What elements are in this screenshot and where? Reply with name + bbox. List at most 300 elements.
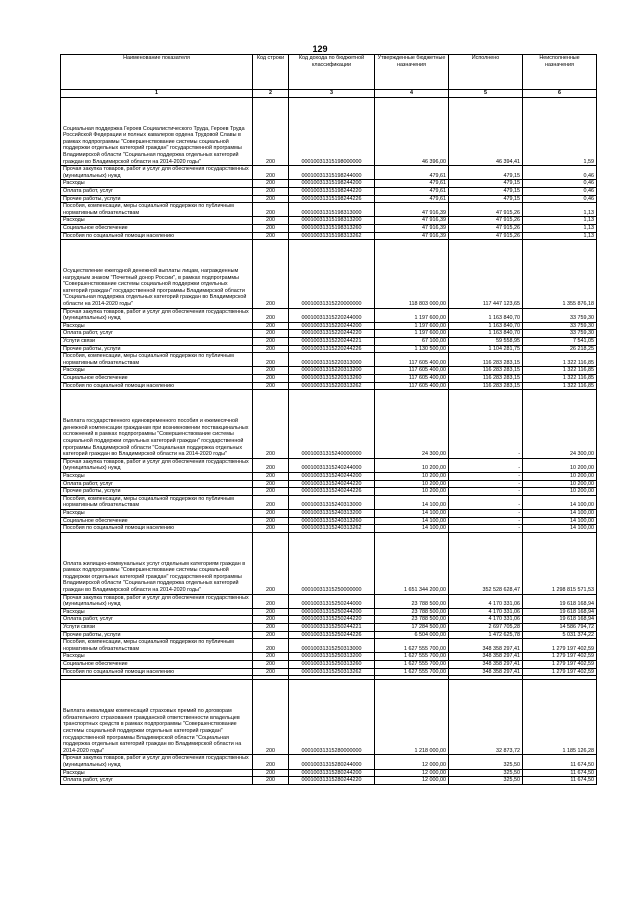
row-executed-amount: 47 915,26 <box>449 232 523 240</box>
column-number: 5 <box>449 90 523 98</box>
row-executed-amount: - <box>449 488 523 496</box>
row-remaining-amount: 10 200,00 <box>523 458 597 472</box>
row-budget-code: 00010031315240000000 <box>289 390 375 459</box>
row-line-code: 200 <box>253 639 289 653</box>
row-remaining-amount: 5 031 374,22 <box>523 631 597 639</box>
row-name: Выплата инвалидам компенсаций страховых премий по договорам обязательного страхования гражданской ответственности владельцев транспортных средств в рамках подпрограммы "Совершенствование системы социальной поддержки отдельных категорий граждан" государственной программы Владимирской области "Социальная поддержка отдельных категорий граждан во Владимирской области на 2014-2020 годы" <box>61 680 253 755</box>
row-line-code: 200 <box>253 338 289 346</box>
table-row <box>61 203 597 217</box>
table-row <box>61 367 597 375</box>
row-executed-amount: 325,50 <box>449 755 523 769</box>
row-approved-amount: 12 000,00 <box>375 777 449 785</box>
row-approved-amount: 1 197 600,00 <box>375 322 449 330</box>
row-remaining-amount: 1,13 <box>523 232 597 240</box>
row-executed-amount: - <box>449 525 523 533</box>
row-budget-code: 00010031315250244226 <box>289 631 375 639</box>
table-row <box>61 195 597 203</box>
row-budget-code: 00010031315250313000 <box>289 639 375 653</box>
row-executed-amount: 479,15 <box>449 187 523 195</box>
row-name: Расходы <box>61 180 253 188</box>
row-budget-code: 00010031315240313262 <box>289 525 375 533</box>
table-row <box>61 217 597 225</box>
row-executed-amount: 47 915,26 <box>449 203 523 217</box>
row-approved-amount: 1 627 555 700,00 <box>375 653 449 661</box>
row-executed-amount: 116 283 283,15 <box>449 353 523 367</box>
row-approved-amount: 67 100,00 <box>375 338 449 346</box>
row-remaining-amount: 0,46 <box>523 195 597 203</box>
row-remaining-amount: 1 355 876,18 <box>523 240 597 309</box>
row-line-code: 200 <box>253 488 289 496</box>
table-row <box>61 594 597 608</box>
table-row <box>61 353 597 367</box>
table-row <box>61 187 597 195</box>
row-approved-amount: 1 197 600,00 <box>375 308 449 322</box>
row-line-code: 200 <box>253 525 289 533</box>
table-row <box>61 390 597 459</box>
row-executed-amount: 2 697 705,28 <box>449 624 523 632</box>
row-approved-amount: 117 605 400,00 <box>375 367 449 375</box>
row-budget-code: 00010031315240313200 <box>289 509 375 517</box>
table-row <box>61 639 597 653</box>
row-executed-amount: 117 447 123,65 <box>449 240 523 309</box>
table-row <box>61 488 597 496</box>
row-budget-code: 00010031315240244226 <box>289 488 375 496</box>
row-approved-amount: 1 197 600,00 <box>375 330 449 338</box>
row-name: Пособия по социальной помощи населению <box>61 232 253 240</box>
row-line-code: 200 <box>253 240 289 309</box>
row-executed-amount: 479,15 <box>449 195 523 203</box>
row-line-code: 200 <box>253 480 289 488</box>
row-remaining-amount: 11 674,50 <box>523 777 597 785</box>
row-approved-amount: 47 916,39 <box>375 224 449 232</box>
column-number-row <box>61 90 597 98</box>
table-row <box>61 458 597 472</box>
row-budget-code: 00010031315198000000 <box>289 97 375 166</box>
header-remaining: Неисполненные назначения <box>523 55 597 90</box>
table-row <box>61 755 597 769</box>
row-budget-code: 00010031315240313260 <box>289 517 375 525</box>
row-line-code: 200 <box>253 187 289 195</box>
row-name: Социальная поддержка Героев Социалистического Труда, Героев Труда Российской Федерации и полных кавалеров ордена Трудовой Славы в рамках подпрограммы "Совершенствование системы социальной поддержки отдельных категорий граждан" государственной программы Владимирской области "Социальная поддержка отдельных категорий граждан во Владимирской области на 2014-2020 годы" <box>61 97 253 166</box>
row-remaining-amount: 0,46 <box>523 180 597 188</box>
row-name: Прочая закупка товаров, работ и услуг для обеспечения государственных (муниципальных) нужд <box>61 458 253 472</box>
row-remaining-amount: 33 759,30 <box>523 330 597 338</box>
table-row <box>61 180 597 188</box>
table-row <box>61 668 597 676</box>
row-remaining-amount: 19 618 168,94 <box>523 594 597 608</box>
row-name: Социальное обеспечение <box>61 375 253 383</box>
row-remaining-amount: 10 200,00 <box>523 480 597 488</box>
row-line-code: 200 <box>253 777 289 785</box>
row-budget-code: 00010031315280244200 <box>289 769 375 777</box>
row-approved-amount: 1 627 555 700,00 <box>375 661 449 669</box>
row-name: Социальное обеспечение <box>61 517 253 525</box>
row-line-code: 200 <box>253 330 289 338</box>
row-approved-amount: 17 284 500,00 <box>375 624 449 632</box>
row-budget-code: 00010031315198244226 <box>289 195 375 203</box>
row-remaining-amount: 14 100,00 <box>523 495 597 509</box>
row-approved-amount: 23 788 500,00 <box>375 608 449 616</box>
table-row <box>61 322 597 330</box>
row-line-code: 200 <box>253 203 289 217</box>
row-budget-code: 00010031315220000000 <box>289 240 375 309</box>
row-line-code: 200 <box>253 224 289 232</box>
budget-execution-table <box>60 54 597 785</box>
row-name: Прочая закупка товаров, работ и услуг для обеспечения государственных (муниципальных) нужд <box>61 594 253 608</box>
row-name: Пособия, компенсации, меры социальной поддержки по публичным нормативным обязательствам <box>61 639 253 653</box>
row-approved-amount: 10 200,00 <box>375 488 449 496</box>
column-number: 6 <box>523 90 597 98</box>
row-budget-code: 00010031315220244220 <box>289 330 375 338</box>
row-budget-code: 00010031315220313262 <box>289 382 375 390</box>
row-budget-code: 00010031315250244200 <box>289 608 375 616</box>
row-name: Прочие работы, услуги <box>61 195 253 203</box>
row-name: Оплата работ, услуг <box>61 330 253 338</box>
table-row <box>61 97 597 166</box>
column-number: 2 <box>253 90 289 98</box>
row-line-code: 200 <box>253 653 289 661</box>
row-executed-amount: - <box>449 458 523 472</box>
row-approved-amount: 10 200,00 <box>375 480 449 488</box>
row-line-code: 200 <box>253 382 289 390</box>
row-budget-code: 00010031315198244000 <box>289 166 375 180</box>
row-approved-amount: 46 396,00 <box>375 97 449 166</box>
table-row <box>61 166 597 180</box>
row-line-code: 200 <box>253 668 289 676</box>
row-executed-amount: 59 558,95 <box>449 338 523 346</box>
row-name: Расходы <box>61 472 253 480</box>
table-body <box>61 97 597 784</box>
table-row <box>61 608 597 616</box>
table-row <box>61 375 597 383</box>
row-budget-code: 00010031315220313200 <box>289 367 375 375</box>
row-remaining-amount: 1 322 116,85 <box>523 375 597 383</box>
row-budget-code: 00010031315250000000 <box>289 532 375 594</box>
row-budget-code: 00010031315250244220 <box>289 616 375 624</box>
row-executed-amount: - <box>449 480 523 488</box>
row-approved-amount: 24 300,00 <box>375 390 449 459</box>
row-approved-amount: 47 916,39 <box>375 232 449 240</box>
row-remaining-amount: 0,46 <box>523 166 597 180</box>
header-executed: Исполнено <box>449 55 523 90</box>
header-line-code: Код строки <box>253 55 289 90</box>
table-row <box>61 330 597 338</box>
row-line-code: 200 <box>253 195 289 203</box>
row-name: Прочие работы, услуги <box>61 631 253 639</box>
row-budget-code: 00010031315240244000 <box>289 458 375 472</box>
row-approved-amount: 6 504 000,00 <box>375 631 449 639</box>
row-budget-code: 00010031315250244221 <box>289 624 375 632</box>
row-line-code: 200 <box>253 458 289 472</box>
row-remaining-amount: 1,13 <box>523 203 597 217</box>
row-executed-amount: 348 358 297,41 <box>449 653 523 661</box>
row-line-code: 200 <box>253 375 289 383</box>
column-number: 3 <box>289 90 375 98</box>
row-remaining-amount: 0,46 <box>523 187 597 195</box>
row-remaining-amount: 26 218,25 <box>523 345 597 353</box>
row-remaining-amount: 1 279 197 402,59 <box>523 668 597 676</box>
row-budget-code: 00010031315250313260 <box>289 661 375 669</box>
table-row <box>61 661 597 669</box>
row-executed-amount: 46 394,41 <box>449 97 523 166</box>
row-remaining-amount: 1,13 <box>523 224 597 232</box>
row-budget-code: 00010031315220244221 <box>289 338 375 346</box>
row-approved-amount: 14 100,00 <box>375 525 449 533</box>
row-approved-amount: 14 100,00 <box>375 495 449 509</box>
row-budget-code: 00010031315250313200 <box>289 653 375 661</box>
row-executed-amount: 1 472 625,78 <box>449 631 523 639</box>
row-budget-code: 00010031315220244226 <box>289 345 375 353</box>
row-approved-amount: 479,61 <box>375 166 449 180</box>
row-line-code: 200 <box>253 367 289 375</box>
row-approved-amount: 12 000,00 <box>375 769 449 777</box>
row-line-code: 200 <box>253 322 289 330</box>
row-remaining-amount: 1 322 116,85 <box>523 367 597 375</box>
row-executed-amount: 47 915,26 <box>449 224 523 232</box>
row-name: Расходы <box>61 367 253 375</box>
row-budget-code: 00010031315198244220 <box>289 187 375 195</box>
row-executed-amount: - <box>449 495 523 509</box>
row-approved-amount: 479,61 <box>375 180 449 188</box>
row-executed-amount: 32 873,72 <box>449 680 523 755</box>
row-executed-amount: - <box>449 509 523 517</box>
row-line-code: 200 <box>253 680 289 755</box>
row-remaining-amount: 1 279 197 402,59 <box>523 639 597 653</box>
row-remaining-amount: 14 100,00 <box>523 525 597 533</box>
row-remaining-amount: 1,13 <box>523 217 597 225</box>
row-remaining-amount: 19 618 168,94 <box>523 608 597 616</box>
row-name: Осуществление ежегодной денежной выплаты лицам, награжденным нагрудным знаком "Почетный донор России", в рамках подпрограммы "Совершенствование системы социальной поддержки отдельных категорий граждан" государственной программы Владимирской области "Социальная поддержка отдельных категорий граждан во Владимирской области на 2014-2020 годы" <box>61 240 253 309</box>
row-executed-amount: - <box>449 472 523 480</box>
row-line-code: 200 <box>253 472 289 480</box>
table-row <box>61 624 597 632</box>
header-approved: Утвержденные бюджетные назначения <box>375 55 449 90</box>
row-name: Социальное обеспечение <box>61 661 253 669</box>
table-row <box>61 525 597 533</box>
row-budget-code: 00010031315198313000 <box>289 203 375 217</box>
table-row <box>61 631 597 639</box>
row-remaining-amount: 33 759,30 <box>523 322 597 330</box>
row-line-code: 200 <box>253 631 289 639</box>
row-line-code: 200 <box>253 769 289 777</box>
row-budget-code: 00010031315198313200 <box>289 217 375 225</box>
row-remaining-amount: 24 300,00 <box>523 390 597 459</box>
row-name: Расходы <box>61 509 253 517</box>
row-name: Оплата работ, услуг <box>61 777 253 785</box>
row-budget-code: 00010031315280244220 <box>289 777 375 785</box>
row-remaining-amount: 33 759,30 <box>523 308 597 322</box>
row-name: Пособия по социальной помощи населению <box>61 525 253 533</box>
row-executed-amount: 1 163 840,70 <box>449 308 523 322</box>
table-row <box>61 345 597 353</box>
table-row <box>61 480 597 488</box>
row-executed-amount: 1 163 840,70 <box>449 330 523 338</box>
row-approved-amount: 1 627 555 700,00 <box>375 668 449 676</box>
table-row <box>61 308 597 322</box>
row-remaining-amount: 1 322 116,85 <box>523 353 597 367</box>
row-line-code: 200 <box>253 517 289 525</box>
table-row <box>61 616 597 624</box>
row-executed-amount: 325,50 <box>449 769 523 777</box>
table-row <box>61 532 597 594</box>
row-line-code: 200 <box>253 755 289 769</box>
header-indicator-name: Наименование показателя <box>61 55 253 90</box>
row-name: Пособия, компенсации, меры социальной поддержки по публичным нормативным обязательствам <box>61 495 253 509</box>
row-budget-code: 00010031315250313262 <box>289 668 375 676</box>
table-row <box>61 680 597 755</box>
row-approved-amount: 1 130 500,00 <box>375 345 449 353</box>
row-approved-amount: 47 916,39 <box>375 217 449 225</box>
row-budget-code: 00010031315220244200 <box>289 322 375 330</box>
row-executed-amount: 348 358 297,41 <box>449 639 523 653</box>
row-executed-amount: 352 528 628,47 <box>449 532 523 594</box>
row-line-code: 200 <box>253 532 289 594</box>
row-name: Услуги связи <box>61 624 253 632</box>
row-remaining-amount: 10 200,00 <box>523 472 597 480</box>
row-name: Пособия, компенсации, меры социальной поддержки по публичным нормативным обязательствам <box>61 353 253 367</box>
row-line-code: 200 <box>253 180 289 188</box>
row-budget-code: 00010031315280244000 <box>289 755 375 769</box>
row-remaining-amount: 10 200,00 <box>523 488 597 496</box>
row-remaining-amount: 11 674,50 <box>523 769 597 777</box>
row-name: Оплата работ, услуг <box>61 616 253 624</box>
row-executed-amount: 116 283 283,15 <box>449 375 523 383</box>
row-budget-code: 00010031315240244220 <box>289 480 375 488</box>
row-executed-amount: 1 104 281,75 <box>449 345 523 353</box>
row-remaining-amount: 1 322 116,85 <box>523 382 597 390</box>
row-remaining-amount: 19 618 168,94 <box>523 616 597 624</box>
row-budget-code: 00010031315220244000 <box>289 308 375 322</box>
row-remaining-amount: 1 279 197 402,59 <box>523 661 597 669</box>
row-line-code: 200 <box>253 624 289 632</box>
table-row <box>61 495 597 509</box>
row-executed-amount: 4 170 331,06 <box>449 594 523 608</box>
row-approved-amount: 23 788 500,00 <box>375 594 449 608</box>
row-line-code: 200 <box>253 232 289 240</box>
row-approved-amount: 14 100,00 <box>375 509 449 517</box>
row-line-code: 200 <box>253 390 289 459</box>
table-row <box>61 777 597 785</box>
row-line-code: 200 <box>253 166 289 180</box>
row-remaining-amount: 1 279 197 402,59 <box>523 653 597 661</box>
table-row <box>61 338 597 346</box>
row-executed-amount: 479,15 <box>449 180 523 188</box>
row-name: Расходы <box>61 322 253 330</box>
table-row <box>61 769 597 777</box>
row-executed-amount: 4 170 331,06 <box>449 616 523 624</box>
row-executed-amount: 325,50 <box>449 777 523 785</box>
table-row <box>61 509 597 517</box>
row-remaining-amount: 14 100,00 <box>523 517 597 525</box>
row-budget-code: 00010031315240244200 <box>289 472 375 480</box>
row-budget-code: 00010031315220313260 <box>289 375 375 383</box>
table-row <box>61 224 597 232</box>
row-approved-amount: 117 605 400,00 <box>375 382 449 390</box>
row-name: Пособия, компенсации, меры социальной поддержки по публичным нормативным обязательствам <box>61 203 253 217</box>
row-approved-amount: 12 000,00 <box>375 755 449 769</box>
row-line-code: 200 <box>253 495 289 509</box>
row-approved-amount: 23 788 500,00 <box>375 616 449 624</box>
row-budget-code: 00010031315220313000 <box>289 353 375 367</box>
column-number: 4 <box>375 90 449 98</box>
row-executed-amount: 1 163 840,70 <box>449 322 523 330</box>
row-approved-amount: 47 916,39 <box>375 203 449 217</box>
row-approved-amount: 10 200,00 <box>375 458 449 472</box>
row-name: Прочая закупка товаров, работ и услуг для обеспечения государственных (муниципальных) нужд <box>61 166 253 180</box>
row-executed-amount: - <box>449 517 523 525</box>
table-header-row <box>61 55 597 90</box>
row-name: Расходы <box>61 653 253 661</box>
row-approved-amount: 479,61 <box>375 187 449 195</box>
row-executed-amount: 348 358 297,41 <box>449 661 523 669</box>
row-name: Социальное обеспечение <box>61 224 253 232</box>
row-name: Расходы <box>61 217 253 225</box>
row-remaining-amount: 1 185 126,28 <box>523 680 597 755</box>
row-budget-code: 00010031315280000000 <box>289 680 375 755</box>
row-budget-code: 00010031315250244000 <box>289 594 375 608</box>
row-approved-amount: 10 200,00 <box>375 472 449 480</box>
row-executed-amount: 348 358 297,41 <box>449 668 523 676</box>
table-row <box>61 232 597 240</box>
row-approved-amount: 1 627 555 700,00 <box>375 639 449 653</box>
row-name: Выплата государственного единовременного пособия и ежемесячной денежной компенсации гражданам при возникновении поствакцинальных осложнений в рамках подпрограммы "Совершенствование системы социальной поддержки отдельных категорий граждан" государственной программы Владимирской области "Социальная поддержка отдельных категорий граждан во Владимирской области на 2014-2020 годы" <box>61 390 253 459</box>
row-name: Расходы <box>61 608 253 616</box>
row-name: Прочая закупка товаров, работ и услуг для обеспечения государственных (муниципальных) нужд <box>61 755 253 769</box>
row-approved-amount: 117 605 400,00 <box>375 353 449 367</box>
page-number: 129 <box>312 44 328 54</box>
row-budget-code: 00010031315240313000 <box>289 495 375 509</box>
row-budget-code: 00010031315198313260 <box>289 224 375 232</box>
row-line-code: 200 <box>253 608 289 616</box>
row-remaining-amount: 1 298 815 571,53 <box>523 532 597 594</box>
row-remaining-amount: 7 541,05 <box>523 338 597 346</box>
table-row <box>61 382 597 390</box>
table-row <box>61 240 597 309</box>
table-row <box>61 472 597 480</box>
row-remaining-amount: 14 586 794,72 <box>523 624 597 632</box>
row-line-code: 200 <box>253 217 289 225</box>
row-approved-amount: 1 218 000,00 <box>375 680 449 755</box>
row-approved-amount: 14 100,00 <box>375 517 449 525</box>
row-approved-amount: 118 803 000,00 <box>375 240 449 309</box>
row-line-code: 200 <box>253 594 289 608</box>
row-line-code: 200 <box>253 661 289 669</box>
row-remaining-amount: 11 674,50 <box>523 755 597 769</box>
column-number: 1 <box>61 90 253 98</box>
row-line-code: 200 <box>253 97 289 166</box>
table-row <box>61 653 597 661</box>
table-row <box>61 517 597 525</box>
row-approved-amount: 479,61 <box>375 195 449 203</box>
row-name: Пособия по социальной помощи населению <box>61 668 253 676</box>
row-budget-code: 00010031315198244200 <box>289 180 375 188</box>
row-name: Прочая закупка товаров, работ и услуг для обеспечения государственных (муниципальных) нужд <box>61 308 253 322</box>
row-remaining-amount: 1,59 <box>523 97 597 166</box>
row-executed-amount: 47 915,26 <box>449 217 523 225</box>
row-name: Услуги связи <box>61 338 253 346</box>
row-executed-amount: 479,15 <box>449 166 523 180</box>
row-executed-amount: 4 170 331,06 <box>449 608 523 616</box>
row-line-code: 200 <box>253 616 289 624</box>
row-name: Пособия по социальной помощи населению <box>61 382 253 390</box>
row-line-code: 200 <box>253 308 289 322</box>
row-executed-amount: - <box>449 390 523 459</box>
row-line-code: 200 <box>253 509 289 517</box>
row-line-code: 200 <box>253 345 289 353</box>
row-budget-code: 00010031315198313262 <box>289 232 375 240</box>
row-name: Прочие работы, услуги <box>61 488 253 496</box>
row-name: Оплата работ, услуг <box>61 480 253 488</box>
